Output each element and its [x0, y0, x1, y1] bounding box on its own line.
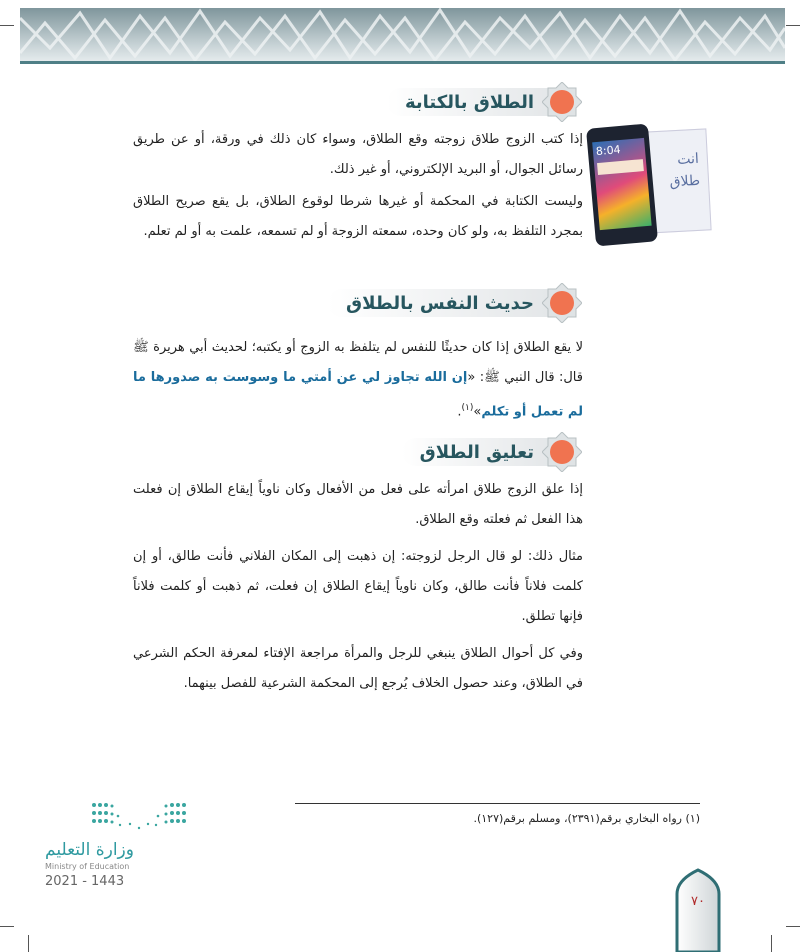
octagon-star-icon — [542, 283, 582, 323]
logo-english-text: Ministry of Education — [45, 862, 130, 871]
crop-mark — [0, 926, 14, 927]
crop-mark — [786, 25, 800, 26]
edition-year: 2021 - 1443 — [45, 874, 125, 889]
phone — [586, 124, 658, 247]
crop-mark — [786, 926, 800, 927]
crop-mark — [0, 25, 14, 26]
hadith-quote: إن الله تجاوز لي عن أمتي ما وسوست به صدورها ما لم تعمل أو تكلم — [133, 370, 583, 420]
text: » — [473, 404, 482, 420]
text: . — [457, 404, 462, 420]
paragraph: مثال ذلك: لو قال الرجل لزوجته: إن ذهبت إلى المكان الفلاني فأنت طالق، أو إن كلمت فلاناً فأنت طالق، وكان ناوياً إيقاع الطلاق إن فعلت، ثم ذهبت أو كلمت فلاناً فإنها تطلق. — [133, 549, 583, 624]
paragraph: إذا كتب الزوج طلاق زوجته وقع الطلاق، وسواء كان ذلك في ورقة، أو عن طريق رسائل الجوال، أو البريد الإلكتروني، أو غير ذلك. — [133, 132, 583, 177]
page-number-tab — [675, 868, 721, 952]
octagon-star-icon — [542, 82, 582, 122]
logo-arabic-text: وزارة التعليم — [45, 840, 134, 860]
page-number: ٧٠ — [691, 894, 705, 909]
footnote-divider — [295, 803, 700, 804]
banner-divider — [20, 61, 785, 64]
paragraph — [133, 333, 583, 427]
section-body — [133, 333, 583, 427]
section-heading-writing — [387, 82, 582, 122]
footnote: (١) رواه البخاري برقم(٢٣٩١)، ومسلم برقم(١٢٧). — [473, 812, 700, 825]
phone-time: 8:04 — [595, 143, 622, 159]
section-heading-conditional — [402, 432, 582, 472]
paragraph: إذا علق الزوج طلاق امرأته على فعل من الأفعال وكان ناوياً إيقاع الطلاق إن فعلت هذا الفعل ثم فعلته وقع الطلاق. — [133, 482, 583, 527]
crop-mark — [28, 935, 29, 952]
paragraph: وفي كل أحوال الطلاق ينبغي للرجل والمرأة مراجعة الإفتاء لمعرفة الحكم الشرعي في الطلاق، وعند حصول الخلاف يُرجع إلى المحكمة الشرعية للفصل بينهما. — [133, 646, 583, 691]
section-title: تعليق الطلاق — [402, 438, 556, 466]
octagon-star-icon — [542, 432, 582, 472]
arch-shape — [675, 868, 721, 952]
phone-and-note-image — [585, 118, 725, 253]
footnote-ref[interactable]: (١) — [461, 403, 474, 413]
header-banner — [20, 8, 785, 62]
text: لا يقع الطلاق إذا كان حديثًا للنفس لم يتلفظ به الزوج أو يكتبه؛ لحديث أبي هريرة ﷺ قال: قال النبي ﷺ: « — [133, 340, 583, 385]
section-title: الطلاق بالكتابة — [387, 88, 556, 116]
section-body — [133, 475, 583, 699]
geometric-pattern — [20, 8, 785, 62]
section-heading-self-talk — [328, 283, 582, 323]
paragraph: وليست الكتابة في المحكمة أو غيرها شرطا لوقوع الطلاق، بل يقع صريح الطلاق بمجرد التلفظ به، ولو كان وحده، سمعته الزوجة أو لم تسمعه، علمت به أو لم تعلم. — [133, 194, 583, 239]
section-body — [133, 125, 583, 247]
crop-mark — [771, 935, 772, 952]
note-handwriting: انت طلاق — [669, 150, 701, 191]
section-title: حديث النفس بالطلاق — [328, 289, 556, 317]
logo-dots-icon — [90, 800, 190, 830]
